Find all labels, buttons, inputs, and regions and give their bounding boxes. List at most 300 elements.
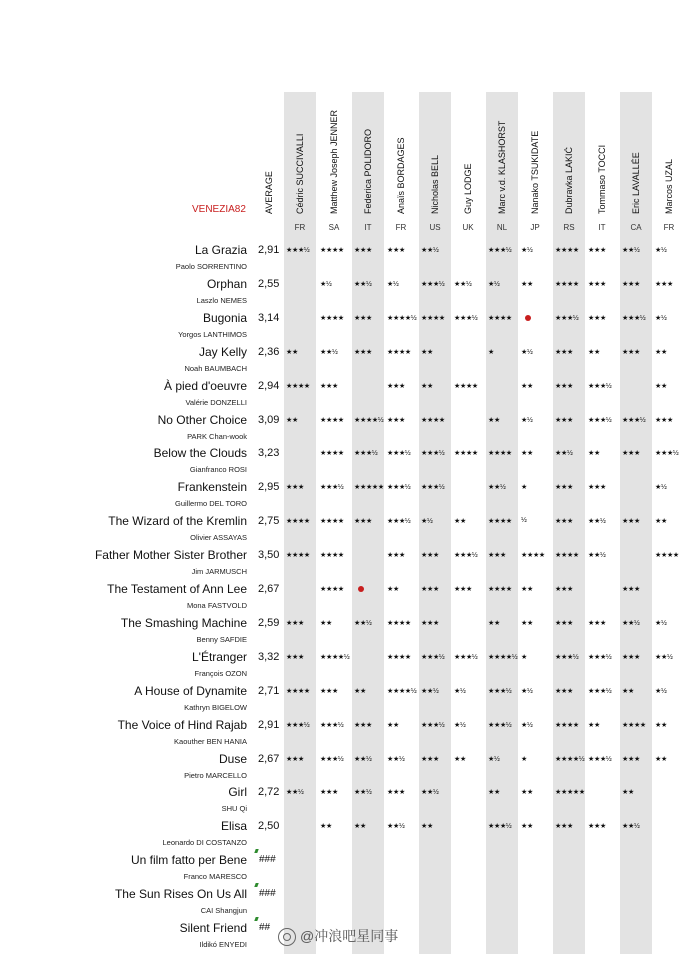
star-rating: ★★ bbox=[521, 586, 533, 593]
star-rating: ★★★½ bbox=[387, 518, 411, 526]
critic-country: CA bbox=[630, 223, 642, 232]
star-rating: ★★ bbox=[521, 382, 533, 390]
star-rating: ★★ bbox=[521, 823, 533, 831]
star-rating: ★★★ bbox=[286, 653, 304, 661]
star-rating: ★★ bbox=[320, 823, 332, 831]
star-rating: ★★★½ bbox=[588, 416, 612, 424]
star-rating: ★★½ bbox=[588, 518, 606, 526]
film-director: Jim JARMUSCH bbox=[191, 567, 247, 577]
film-title: À pied d'oeuvre bbox=[163, 378, 247, 393]
film-row bbox=[0, 444, 690, 478]
film-title: La Grazia bbox=[194, 243, 247, 257]
star-rating: ★★★ bbox=[286, 484, 304, 492]
star-rating: ★★★★ bbox=[488, 450, 512, 458]
star-rating: ★½ bbox=[454, 721, 466, 729]
average-value: 2,91 bbox=[258, 718, 280, 731]
star-rating: ★★★ bbox=[387, 552, 405, 560]
film-title: Silent Friend bbox=[179, 921, 247, 935]
critic-country: NL bbox=[496, 223, 508, 232]
star-rating: ★★ bbox=[421, 382, 433, 390]
film-title: Orphan bbox=[206, 276, 247, 291]
star-rating: ★★★★ bbox=[622, 721, 646, 729]
film-title: Jay Kelly bbox=[198, 344, 247, 359]
star-rating: ★★½ bbox=[655, 653, 673, 661]
star-rating: ★★★½ bbox=[454, 653, 478, 661]
star-rating: ★★★½ bbox=[387, 450, 411, 458]
star-rating: ★★★ bbox=[387, 247, 405, 254]
film-director: Kathryn BIGELOW bbox=[184, 702, 247, 712]
film-row bbox=[0, 241, 690, 275]
star-rating: ★★★ bbox=[588, 619, 606, 627]
star-rating: ★★★½ bbox=[421, 484, 445, 492]
star-rating: ★½ bbox=[655, 687, 667, 695]
film-row bbox=[0, 885, 690, 919]
star-rating: ★½ bbox=[655, 314, 667, 322]
critic-name-header: Matthew Joseph JENNER bbox=[329, 109, 339, 214]
star-rating: ★★★★★ bbox=[555, 789, 585, 797]
star-rating: ★★★ bbox=[421, 586, 439, 593]
star-rating: ★★★ bbox=[588, 247, 606, 254]
star-rating: ★★★★ bbox=[555, 280, 579, 288]
star-rating: ★★½ bbox=[387, 755, 405, 763]
average-value: 2,67 bbox=[258, 583, 280, 595]
red-dot-icon bbox=[525, 315, 531, 321]
film-director: Mona FASTVOLD bbox=[186, 601, 247, 610]
star-rating: ★★★½ bbox=[588, 755, 612, 763]
star-rating: ★★★ bbox=[320, 687, 338, 695]
star-rating: ★½ bbox=[655, 484, 667, 492]
star-rating: ★★★½ bbox=[354, 450, 378, 458]
star-rating: ★★★★ bbox=[555, 247, 579, 254]
star-rating: ★★★ bbox=[555, 518, 573, 526]
star-rating: ★★★★ bbox=[320, 586, 344, 593]
star-rating: ★★★ bbox=[622, 755, 640, 763]
star-rating: ★★★ bbox=[622, 450, 640, 458]
star-rating: ★★★ bbox=[588, 823, 606, 831]
star-rating: ★★½ bbox=[622, 247, 640, 254]
star-rating: ★★★½ bbox=[622, 314, 646, 322]
star-rating: ★★★★ bbox=[555, 552, 579, 560]
watermark bbox=[278, 926, 398, 946]
film-director: Olivier ASSAYAS bbox=[190, 533, 247, 543]
star-rating: ★★ bbox=[655, 518, 667, 526]
average-header: AVERAGE bbox=[264, 171, 274, 214]
star-rating: ★★★ bbox=[622, 653, 640, 661]
star-rating: ½ bbox=[521, 517, 527, 525]
star-rating: ★★★ bbox=[655, 416, 673, 424]
star-rating: ★★★★ bbox=[488, 314, 512, 322]
critic-name-header: Nicholas BELL bbox=[430, 154, 440, 214]
star-rating: ★★ bbox=[655, 755, 667, 763]
star-rating: ★½ bbox=[521, 721, 533, 729]
star-rating: ★½ bbox=[454, 687, 466, 695]
star-rating: ★★★★ bbox=[320, 450, 344, 458]
average-value: 2,91 bbox=[258, 244, 280, 256]
star-rating: ★★ bbox=[655, 382, 667, 390]
watermark-text: @冲浪吧星同事 bbox=[300, 928, 399, 944]
star-rating: ★★ bbox=[421, 823, 433, 831]
film-title: The Testament of Ann Lee bbox=[107, 582, 247, 596]
critic-country: IT bbox=[364, 223, 372, 232]
star-rating: ★★ bbox=[387, 586, 399, 593]
average-value: 2,67 bbox=[258, 752, 280, 765]
star-rating: ★★★½ bbox=[454, 552, 478, 560]
film-director: François OZON bbox=[194, 668, 247, 678]
star-rating: ★★★½ bbox=[320, 484, 344, 492]
critic-name-header: Nanako TSUKIDATE bbox=[530, 130, 540, 214]
star-rating: ★★★★ bbox=[387, 653, 411, 661]
star-rating: ★★★ bbox=[286, 619, 304, 627]
film-director: Leonardo DI COSTANZO bbox=[162, 838, 247, 848]
film-director: PARK Chan-wook bbox=[187, 431, 247, 441]
film-title: L'Étranger bbox=[192, 649, 247, 664]
film-title: Bugonia bbox=[202, 310, 247, 325]
star-rating: ★★★ bbox=[354, 721, 372, 729]
star-rating: ★★★ bbox=[354, 518, 372, 526]
star-rating: ★★★★ bbox=[421, 416, 445, 424]
critic-name-header: Tommaso TOCCI bbox=[597, 144, 607, 214]
no-star-dot bbox=[521, 314, 555, 323]
star-rating: ★★★★ bbox=[454, 382, 478, 390]
film-row bbox=[0, 682, 690, 716]
film-row bbox=[0, 851, 690, 885]
star-rating: ★★★½ bbox=[286, 247, 310, 254]
star-rating: ★★★★ bbox=[286, 687, 310, 695]
star-rating: ★★★ bbox=[421, 552, 439, 560]
film-director: Yorgos LANTHIMOS bbox=[178, 329, 247, 339]
star-rating: ★★½ bbox=[354, 755, 372, 763]
star-rating: ★★★½ bbox=[421, 280, 445, 288]
film-title: Girl bbox=[228, 785, 247, 800]
star-rating: ★★★ bbox=[387, 416, 405, 424]
star-rating: ★★★★ bbox=[488, 586, 512, 593]
star-rating: ★★★★½ bbox=[387, 687, 417, 695]
star-rating: ★★★★ bbox=[320, 247, 344, 254]
star-rating: ★½ bbox=[320, 280, 332, 288]
star-rating: ★★★ bbox=[354, 247, 372, 254]
star-rating: ★★★★ bbox=[387, 619, 411, 627]
film-director: CAI Shangjun bbox=[200, 906, 247, 916]
star-rating: ★★★ bbox=[555, 348, 573, 356]
film-row bbox=[0, 614, 690, 648]
star-rating: ★★ bbox=[454, 518, 466, 526]
star-rating: ★★★½ bbox=[488, 247, 512, 254]
critic-country: FR bbox=[294, 223, 306, 232]
star-rating: ★★ bbox=[286, 348, 298, 356]
film-director: SHU Qi bbox=[221, 804, 247, 814]
star-rating: ★ bbox=[521, 484, 527, 492]
average-value: 2,59 bbox=[258, 616, 280, 629]
critic-country: UK bbox=[462, 223, 474, 232]
error-marker bbox=[254, 849, 258, 853]
star-rating: ★★ bbox=[421, 348, 433, 356]
critic-name-header: Cédric SUCCIVALLI bbox=[295, 133, 305, 214]
star-rating: ★★★ bbox=[354, 314, 372, 322]
star-rating: ★★★★ bbox=[320, 552, 344, 560]
weibo-camera-icon bbox=[278, 928, 296, 946]
film-director: Noah BAUMBACH bbox=[184, 363, 247, 373]
star-rating: ★★★★ bbox=[521, 552, 545, 560]
average-value: 2,36 bbox=[258, 345, 280, 358]
star-rating: ★★★★½ bbox=[488, 653, 518, 661]
event-label: VENEZIA82 bbox=[192, 204, 246, 215]
average-value: 2,71 bbox=[258, 684, 280, 697]
star-rating: ★★★★ bbox=[286, 552, 310, 560]
star-rating: ★★★ bbox=[488, 552, 506, 560]
star-rating: ★★★½ bbox=[320, 721, 344, 729]
star-rating: ★★★★ bbox=[655, 552, 679, 560]
star-rating: ★★★½ bbox=[622, 416, 646, 424]
film-title: Elisa bbox=[220, 819, 247, 834]
star-rating: ★★★½ bbox=[421, 721, 445, 729]
star-rating: ★★ bbox=[622, 687, 634, 695]
critic-country: FR bbox=[663, 223, 675, 232]
star-rating: ★★★★ bbox=[320, 416, 344, 424]
film-title: Below the Clouds bbox=[153, 446, 247, 461]
critic-name-header: Marc v.d. KLASHORST bbox=[497, 120, 507, 214]
star-rating: ★★★½ bbox=[421, 450, 445, 458]
star-rating: ★★★½ bbox=[655, 450, 679, 458]
star-rating: ★★½ bbox=[421, 247, 439, 254]
star-rating: ★★★ bbox=[588, 280, 606, 288]
error-marker bbox=[254, 883, 258, 887]
star-rating: ★★★ bbox=[454, 586, 472, 593]
average-value: 2,72 bbox=[258, 786, 280, 799]
no-star-dot bbox=[354, 585, 388, 594]
film-director: Laszlo NEMES bbox=[196, 295, 247, 305]
star-rating: ★★★ bbox=[588, 484, 606, 492]
star-rating: ★★★½ bbox=[286, 721, 310, 729]
star-rating: ★★ bbox=[521, 789, 533, 797]
star-rating: ★★★½ bbox=[454, 314, 478, 322]
film-title: No Other Choice bbox=[157, 412, 247, 427]
star-rating: ★★★★ bbox=[488, 518, 512, 526]
star-rating: ★★★ bbox=[622, 348, 640, 356]
star-rating: ★★★½ bbox=[488, 721, 512, 729]
film-row bbox=[0, 546, 690, 580]
star-rating: ★★½ bbox=[622, 619, 640, 627]
star-rating: ★★ bbox=[354, 823, 366, 831]
average-value: ### bbox=[259, 854, 276, 866]
film-title: Frankenstein bbox=[177, 480, 247, 495]
film-title: The Voice of Hind Rajab bbox=[117, 717, 247, 732]
average-value: 3,50 bbox=[258, 549, 280, 562]
critic-name-header: Marcos UZAL bbox=[664, 158, 674, 214]
star-rating: ★★½ bbox=[454, 280, 472, 288]
star-rating: ★★½ bbox=[421, 789, 439, 797]
star-rating: ★ bbox=[521, 653, 527, 661]
star-rating: ★★★ bbox=[555, 619, 573, 627]
star-rating: ★★½ bbox=[354, 280, 372, 288]
film-row bbox=[0, 512, 690, 546]
critic-country: JP bbox=[530, 223, 540, 232]
average-value: 2,94 bbox=[258, 379, 280, 392]
average-value: 3,14 bbox=[258, 311, 280, 324]
star-rating: ★★★ bbox=[421, 619, 439, 627]
star-rating: ★★ bbox=[588, 348, 600, 356]
star-rating: ★½ bbox=[521, 247, 533, 254]
star-rating: ★★★ bbox=[354, 348, 372, 356]
star-rating: ★★ bbox=[488, 416, 500, 424]
film-row bbox=[0, 309, 690, 343]
error-marker bbox=[254, 917, 258, 921]
star-rating: ★★ bbox=[354, 687, 366, 695]
star-rating: ★★★ bbox=[555, 687, 573, 695]
film-title: Duse bbox=[218, 751, 247, 766]
red-dot-icon bbox=[358, 586, 364, 592]
star-rating: ★★★★½ bbox=[320, 653, 350, 661]
film-title: A House of Dynamite bbox=[134, 683, 247, 698]
star-rating: ★★ bbox=[521, 280, 533, 288]
critic-name-header: Eric LAVALLÉE bbox=[631, 152, 641, 214]
star-rating: ★★ bbox=[622, 789, 634, 797]
film-director: Valérie DONZELLI bbox=[185, 397, 247, 407]
film-row bbox=[0, 580, 690, 614]
star-rating: ★★★★ bbox=[320, 518, 344, 526]
star-rating: ★★½ bbox=[622, 823, 640, 831]
film-director: Kaouther BEN HANIA bbox=[174, 736, 247, 746]
star-rating: ★ bbox=[521, 755, 527, 763]
star-rating: ★★★ bbox=[622, 518, 640, 526]
average-value: ## bbox=[259, 922, 271, 933]
star-rating: ★★★ bbox=[555, 484, 573, 492]
film-row bbox=[0, 478, 690, 512]
critic-country: IT bbox=[598, 223, 606, 232]
star-rating: ★★ bbox=[655, 348, 667, 356]
film-row bbox=[0, 783, 690, 817]
critic-name-header: Federica POLIDORO bbox=[363, 128, 373, 214]
star-rating: ★★★★ bbox=[286, 382, 310, 390]
star-rating: ★★★★ bbox=[286, 518, 310, 526]
star-rating: ★★★★ bbox=[555, 721, 579, 729]
star-rating: ★★★½ bbox=[320, 755, 344, 763]
star-rating: ★½ bbox=[655, 619, 667, 627]
critic-name-header: Dubravka LAKIĆ bbox=[564, 146, 574, 214]
star-rating: ★★½ bbox=[354, 619, 372, 627]
star-rating: ★½ bbox=[488, 280, 500, 288]
star-rating: ★½ bbox=[521, 416, 533, 424]
star-rating: ★★½ bbox=[555, 450, 573, 458]
average-value: 3,32 bbox=[258, 650, 280, 663]
average-value: 2,50 bbox=[258, 820, 280, 833]
film-director: Guillermo DEL TORO bbox=[175, 499, 247, 509]
star-rating: ★★★½ bbox=[555, 314, 579, 322]
star-rating: ★★★ bbox=[555, 416, 573, 424]
star-rating: ★★★★½ bbox=[555, 755, 585, 763]
star-rating: ★★ bbox=[387, 721, 399, 729]
star-rating: ★½ bbox=[387, 280, 399, 288]
star-rating: ★★★½ bbox=[588, 687, 612, 695]
average-value: 2,95 bbox=[258, 481, 280, 494]
average-value: 2,55 bbox=[258, 277, 280, 290]
star-rating: ★½ bbox=[421, 518, 433, 526]
star-rating: ★★★★ bbox=[320, 314, 344, 322]
film-director: Ildikó ENYEDI bbox=[199, 940, 247, 949]
star-rating: ★★★ bbox=[421, 755, 439, 763]
star-rating: ★★★ bbox=[320, 382, 338, 390]
star-rating: ★★ bbox=[588, 450, 600, 458]
critic-name-header: Anaïs BORDAGES bbox=[396, 137, 406, 214]
star-rating: ★★ bbox=[286, 416, 298, 424]
star-rating: ★★★ bbox=[655, 280, 673, 288]
star-rating: ★★★★ bbox=[454, 450, 478, 458]
star-rating: ★★★★ bbox=[421, 314, 445, 322]
star-rating: ★★★★ bbox=[387, 348, 411, 356]
film-director: Paolo SORRENTINO bbox=[175, 262, 247, 271]
film-director: Gianfranco ROSI bbox=[189, 465, 247, 475]
star-rating: ★★★★★ bbox=[354, 484, 384, 492]
film-title: Un film fatto per Bene bbox=[130, 853, 247, 868]
star-rating: ★½ bbox=[488, 755, 500, 763]
film-row bbox=[0, 716, 690, 750]
critic-name-header: Guy LODGE bbox=[463, 163, 473, 214]
star-rating: ★★ bbox=[655, 721, 667, 729]
star-rating: ★★★★½ bbox=[354, 416, 384, 424]
star-rating: ★★★ bbox=[555, 382, 573, 390]
star-rating: ★★★½ bbox=[588, 653, 612, 661]
film-row bbox=[0, 275, 690, 309]
star-rating: ★ bbox=[488, 348, 494, 356]
star-rating: ★★★½ bbox=[555, 653, 579, 661]
star-rating: ★★★ bbox=[622, 280, 640, 288]
star-rating: ★★★½ bbox=[488, 823, 512, 831]
star-rating: ★★★ bbox=[622, 586, 640, 593]
film-row bbox=[0, 817, 690, 851]
film-title: The Smashing Machine bbox=[120, 615, 247, 630]
film-director: Pietro MARCELLO bbox=[184, 770, 247, 780]
star-rating: ★½ bbox=[521, 348, 533, 356]
star-rating: ★½ bbox=[521, 687, 533, 695]
critic-country: SA bbox=[328, 223, 340, 232]
star-rating: ★★★★½ bbox=[387, 314, 417, 322]
star-rating: ★★★½ bbox=[588, 382, 612, 390]
average-value: 3,23 bbox=[258, 447, 280, 460]
star-rating: ★★★ bbox=[555, 586, 573, 593]
star-rating: ★★★ bbox=[320, 789, 338, 797]
star-rating: ★★½ bbox=[488, 484, 506, 492]
critic-country: RS bbox=[563, 223, 575, 232]
star-rating: ★★★½ bbox=[421, 653, 445, 661]
film-director: Franco MARESCO bbox=[183, 872, 247, 882]
film-director: Benny SAFDIE bbox=[196, 634, 247, 644]
star-rating: ★★★ bbox=[286, 755, 304, 763]
star-rating: ★★ bbox=[488, 619, 500, 627]
star-rating: ★★ bbox=[320, 619, 332, 627]
star-rating: ★★ bbox=[488, 789, 500, 797]
star-rating: ★★ bbox=[454, 755, 466, 763]
star-rating: ★★★ bbox=[387, 382, 405, 390]
star-rating: ★★½ bbox=[387, 823, 405, 831]
film-row bbox=[0, 377, 690, 411]
average-value: ### bbox=[259, 888, 276, 900]
film-row bbox=[0, 750, 690, 784]
film-title: The Wizard of the Kremlin bbox=[108, 514, 247, 529]
star-rating: ★★½ bbox=[320, 348, 338, 356]
average-value: 3,09 bbox=[258, 413, 280, 426]
star-rating: ★★★ bbox=[588, 314, 606, 322]
star-rating: ★★★½ bbox=[488, 687, 512, 695]
film-row bbox=[0, 411, 690, 445]
star-rating: ★★★ bbox=[555, 823, 573, 831]
star-rating: ★★½ bbox=[354, 789, 372, 797]
star-rating: ★★ bbox=[588, 721, 600, 729]
critic-country: US bbox=[429, 223, 441, 232]
average-value: 2,75 bbox=[258, 515, 280, 528]
star-rating: ★★½ bbox=[286, 789, 304, 797]
critic-country: FR bbox=[395, 223, 407, 232]
star-rating: ★★½ bbox=[588, 552, 606, 560]
star-rating: ★★★½ bbox=[387, 484, 411, 492]
